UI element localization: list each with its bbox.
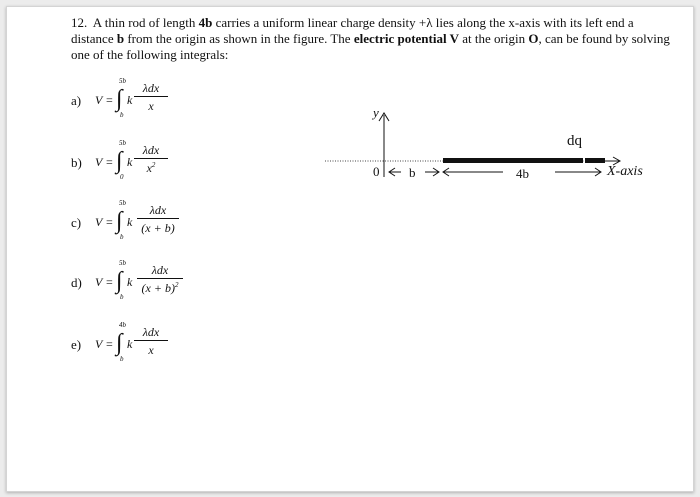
lower-limit: b <box>120 111 124 119</box>
option-variable: V <box>95 337 103 351</box>
problem-text-2: carries a uniform linear charge density +λ lies along the x-axis with its left end a distance <box>71 15 634 46</box>
option-label: c) <box>71 215 82 230</box>
integral-sign-icon: ∫ <box>116 268 123 294</box>
dq-label: dq <box>567 133 582 149</box>
rod-length-label: 4b <box>516 166 529 181</box>
option-label: b) <box>71 155 82 170</box>
numerator: λdx <box>149 203 167 217</box>
lower-limit: b <box>120 293 124 301</box>
problem-text-potential: electric potential V <box>353 31 459 46</box>
integral-sign-icon: ∫ <box>116 148 123 174</box>
lower-limit: b <box>120 233 124 241</box>
option-variable: V <box>95 275 103 289</box>
denominator: (x + b) <box>141 221 175 235</box>
option-equals: = <box>106 93 113 107</box>
distance-b-label: b <box>409 165 416 180</box>
numerator: λdx <box>142 81 160 95</box>
lower-limit: b <box>120 355 124 363</box>
numerator: λdx <box>142 143 160 157</box>
lower-limit: 0 <box>120 173 124 181</box>
upper-limit: 5b <box>119 259 126 267</box>
integral-sign-icon: ∫ <box>116 208 123 234</box>
problem-number: 12. <box>71 15 88 30</box>
y-axis-label: y <box>373 105 379 120</box>
constant-k: k <box>127 337 133 351</box>
integral-sign-icon: ∫ <box>116 330 123 356</box>
constant-k: k <box>127 93 133 107</box>
denominator: x <box>148 99 154 113</box>
option-label: a) <box>71 93 82 108</box>
numerator: λdx <box>142 325 160 339</box>
option-label: e) <box>71 337 82 352</box>
x-axis-label: X-axis <box>607 164 643 179</box>
denominator: x <box>148 343 154 357</box>
option-variable: V <box>95 215 103 229</box>
option-equals: = <box>106 155 113 169</box>
problem-text-rod-length: 4b <box>198 15 213 30</box>
charged-rod <box>443 158 583 163</box>
upper-limit: 5b <box>119 77 126 85</box>
constant-k: k <box>127 215 133 229</box>
option-equals: = <box>106 215 113 229</box>
integral-sign-icon: ∫ <box>116 86 123 112</box>
option-variable: V <box>95 155 103 169</box>
option-variable: V <box>95 93 103 107</box>
upper-limit: 5b <box>119 199 126 207</box>
numerator: λdx <box>151 263 169 277</box>
dq-element <box>585 158 605 163</box>
constant-k: k <box>127 275 133 289</box>
problem-text-1: A thin rod of length <box>92 15 199 30</box>
rod-figure <box>7 7 693 491</box>
problem-text-5: , can be found by solving one of the following integrals: <box>71 31 670 62</box>
option-equals: = <box>106 275 113 289</box>
denominator: $x^2$ <box>146 161 156 175</box>
option-equals: = <box>106 337 113 351</box>
upper-limit: 5b <box>119 139 126 147</box>
document-page <box>6 6 694 492</box>
problem-text-3: from the origin as shown in the figure. The <box>124 31 354 46</box>
problem-text-origin: O <box>528 31 539 46</box>
problem-text-4: at the origin <box>459 31 529 46</box>
constant-k: k <box>127 155 133 169</box>
origin-label: 0 <box>373 164 380 179</box>
problem-text-distance: b <box>116 31 125 46</box>
denominator: $(x + b)^2$ <box>141 281 179 295</box>
option-label: d) <box>71 275 82 290</box>
upper-limit: 4b <box>119 321 126 329</box>
